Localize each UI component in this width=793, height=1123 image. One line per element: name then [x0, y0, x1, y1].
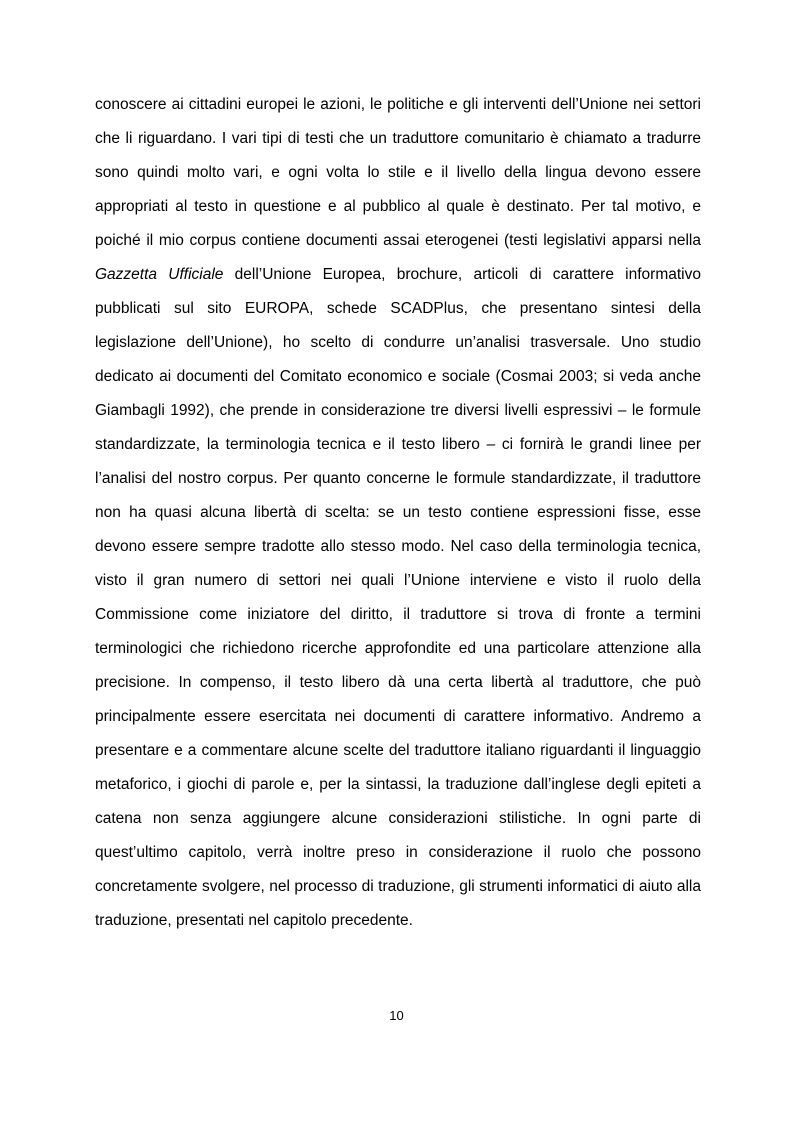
- paragraph-italic-title: Gazzetta Ufficiale: [95, 266, 224, 283]
- page-number: 10: [389, 1008, 404, 1023]
- body-text: [95, 88, 701, 938]
- paragraph-text-lead: conoscere ai cittadini europei le azioni, le politiche e gli interventi dell’Unione nei settori che li riguardano. I vari tipi di testi che un traduttore comunitario è chiamato a tradurre sono quindi molto vari, e ogni volta lo stile e il livello della lingua devono essere appropriati al testo in questione e al pubblico al quale è destinato. Per tal motivo, e poiché il mio corpus contiene documenti assai eterogenei (testi legislativi apparsi nella: [95, 96, 701, 249]
- paragraph-text-tail: dell’Unione Europea, brochure, articoli di carattere informativo pubblicati sul sito EUROPA, schede SCADPlus, che presentano sintesi della legislazione dell’Unione), ho scelto di condurre un’analisi trasversale. Uno studio dedicato ai documenti del Comitato economico e sociale (Cosmai 2003; si veda anche Giambagli 1992), che prende in considerazione tre diversi livelli espressivi – le formule standardizzate, la terminologia tecnica e il testo libero – ci fornirà le grandi linee per l’analisi del nostro corpus. Per quanto concerne le formule standardizzate, il traduttore non ha quasi alcuna libertà di scelta: se un testo contiene espressioni fisse, esse devono essere sempre tradotte allo stesso modo. Nel caso della terminologia tecnica, visto il gran numero di settori nei quali l’Unione interviene e visto il ruolo della Commissione come iniziatore del diritto, il traduttore si trova di fronte a termini terminologici che richiedono ricerche approfondite ed una particolare attenzione alla precisione. In compenso, il testo libero dà una certa libertà al traduttore, che può principalmente essere esercitata nei documenti di carattere informativo. Andremo a presentare e a commentare alcune scelte del traduttore italiano riguardanti il linguaggio metaforico, i giochi di parole e, per la sintassi, la traduzione dall’inglese degli epiteti a catena non senza aggiungere alcune considerazioni stilistiche. In ogni parte di quest’ultimo capitolo, verrà inoltre preso in considerazione il ruolo che possono concretamente svolgere, nel processo di traduzione, gli strumenti informatici di aiuto alla traduzione, presentati nel capitolo precedente.: [95, 266, 701, 929]
- paragraph: [95, 88, 701, 938]
